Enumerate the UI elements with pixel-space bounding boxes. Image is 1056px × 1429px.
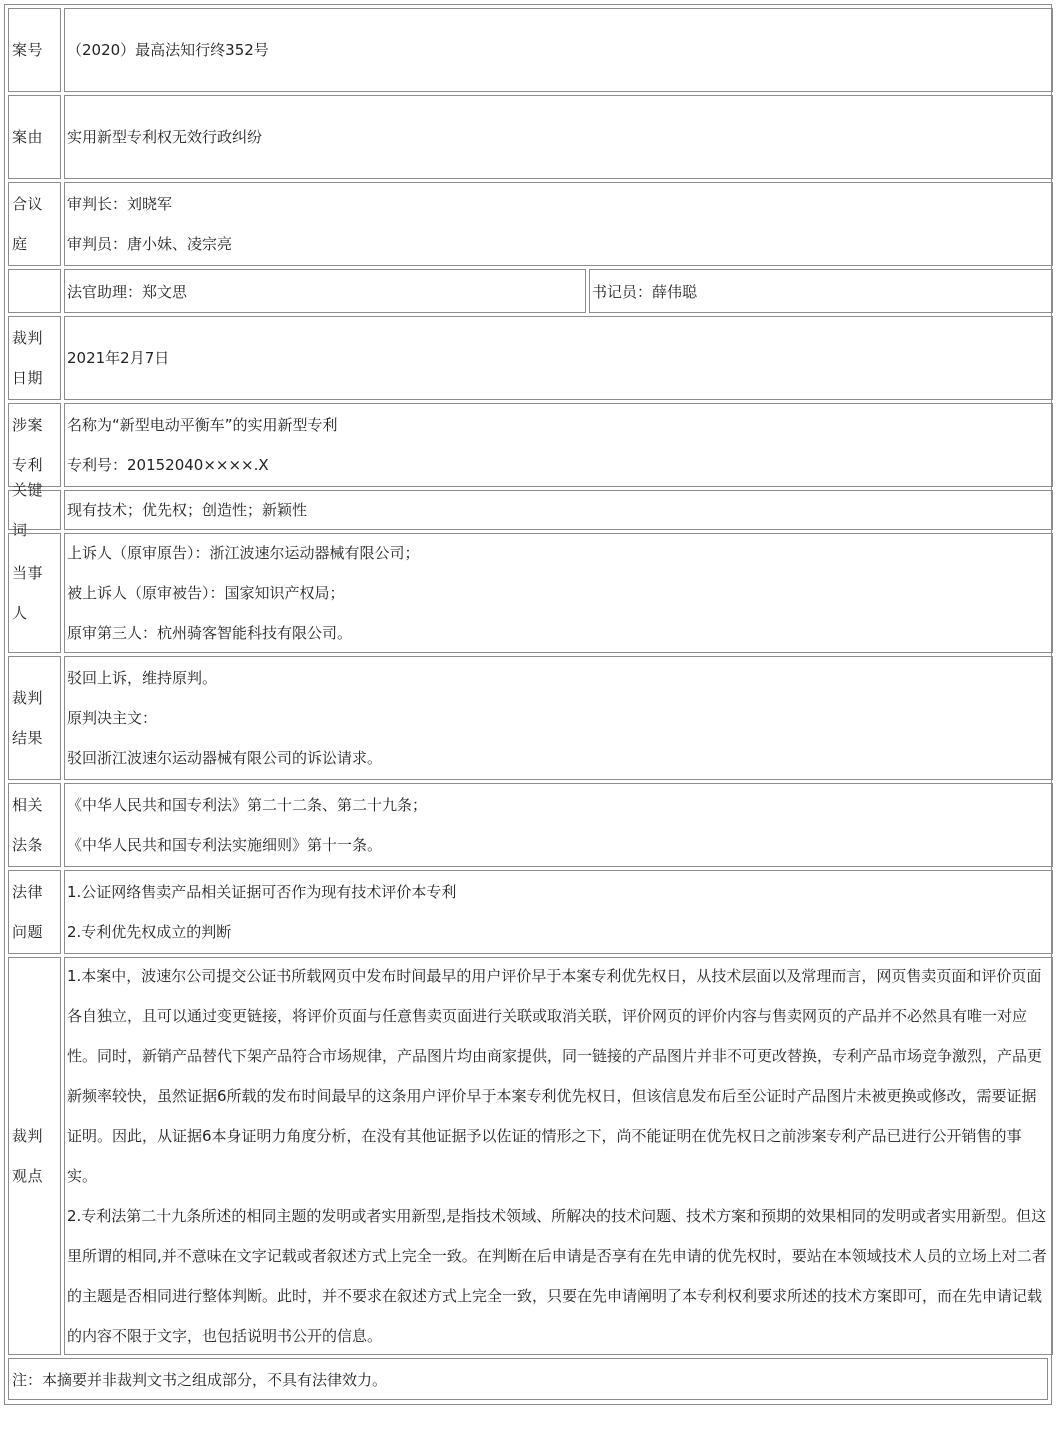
patent-value <box>64 403 1053 487</box>
parties-value <box>64 533 1053 653</box>
presiding-judge: 审判长：刘晓军 <box>67 195 173 213</box>
row-opinion <box>8 957 1053 1355</box>
case-number-value: （2020）最高法知行终352号 <box>64 8 1053 92</box>
row-cause <box>8 95 1053 179</box>
row-issues <box>8 870 1053 954</box>
disclaimer-note: 注：本摘要并非裁判文书之组成部分，不具有法律效力。 <box>8 1358 1048 1400</box>
patent-name: 名称为“新型电动平衡车”的实用新型专利 <box>67 416 338 434</box>
clerk: 书记员：薛伟聪 <box>589 269 1053 313</box>
opinion-label: 裁判观点 <box>8 957 61 1355</box>
row-panel <box>8 182 1053 266</box>
row-keywords <box>8 481 1053 539</box>
opinion-value <box>64 957 1053 1355</box>
laws-value <box>64 783 1053 867</box>
issues-label: 法律问题 <box>8 870 61 954</box>
row-case-number <box>8 8 1053 92</box>
row-patent <box>8 403 1053 487</box>
result-value <box>64 656 1053 780</box>
row-date <box>8 316 1053 400</box>
row-result <box>8 656 1053 780</box>
keywords-value: 现有技术；优先权；创造性；新颖性 <box>64 490 1053 530</box>
judge-assistant: 法官助理：郑文思 <box>64 269 586 313</box>
opinion-paragraph: 1.本案中，波速尔公司提交公证书所载网页中发布时间最早的用户评价早于本案专利优先权日，从技术层面以及常理而言，网页售卖页面和评价页面各自独立，且可以通过变更链接，将评价页面与任意售卖页面进行关联或取消关联，评价网页的评价内容与售卖网页的产品并不必然具有唯一对应性。同时，新销产品替代下架产品符合市场规律，产品图片均由商家提供，同一链接的产品图片并非不可更改替换，专利产品市场竞争激烈，产品更新频率较快，虽然证据6所载的发布时间最早的这条用户评价早于本案专利优先权日，但该信息发布后至公证时产品图片未被更换或修改，需要证据证明。因此，从证据6本身证明力角度分析，在没有其他证据予以佐证的情形之下，尚不能证明在优先权日之前涉案专利产品已进行公开销售的事实。 <box>67 967 1043 1185</box>
date-value: 2021年2月7日 <box>64 316 1053 400</box>
laws-label: 相关法条 <box>8 783 61 867</box>
date-label: 裁判日期 <box>8 316 61 400</box>
issue-line: 1.公证网络售卖产品相关证据可否作为现有技术评价本专利 <box>67 883 457 901</box>
row-assistants <box>8 269 1053 313</box>
judges: 审判员：唐小妹、凌宗亮 <box>67 235 233 253</box>
third-party: 原审第三人：杭州骑客智能科技有限公司。 <box>67 624 353 642</box>
row-note <box>8 1358 1048 1400</box>
issues-value <box>64 870 1053 954</box>
appellant: 上诉人（原审原告）：浙江波速尔运动器械有限公司； <box>67 544 420 562</box>
result-line: 原判决主文： <box>67 709 158 727</box>
case-number-label: 案号 <box>8 8 61 92</box>
result-line: 驳回浙江波速尔运动器械有限公司的诉讼请求。 <box>67 749 383 767</box>
opinion-paragraph: 2.专利法第二十九条所述的相同主题的发明或者实用新型,是指技术领域、所解决的技术问题、技术方案和预期的效果相同的发明或者实用新型。但这里所谓的相同,并不意味在文字记载或者叙述方式上完全一致。在判断在后申请是否享有在先申请的优先权时，要站在本领域技术人员的立场上对二者的主题是否相同进行整体判断。此时，并不要求在叙述方式上完全一致，只要在先申请阐明了本专利权利要求所述的技术方案即可，而在先申请记载的内容不限于文字，也包括说明书公开的信息。 <box>67 1207 1047 1345</box>
assistants-label-empty <box>8 269 61 313</box>
result-line: 驳回上诉，维持原判。 <box>67 669 218 687</box>
case-summary-table <box>4 4 1052 1405</box>
keywords-label: 关键词 <box>8 490 61 530</box>
appellee: 被上诉人（原审被告）：国家知识产权局； <box>67 584 345 602</box>
panel-label: 合议庭 <box>8 182 61 266</box>
row-laws <box>8 783 1053 867</box>
row-parties <box>8 533 1053 653</box>
law-line: 《中华人民共和国专利法实施细则》第十一条。 <box>67 836 383 854</box>
patent-number: 专利号：20152040××××.X <box>67 456 269 474</box>
cause-label: 案由 <box>8 95 61 179</box>
panel-value <box>64 182 1053 266</box>
issue-line: 2.专利优先权成立的判断 <box>67 923 232 941</box>
patent-label: 涉案专利 <box>8 403 61 487</box>
cause-value: 实用新型专利权无效行政纠纷 <box>64 95 1053 179</box>
assistants-split <box>64 269 1053 313</box>
result-label: 裁判结果 <box>8 656 61 780</box>
law-line: 《中华人民共和国专利法》第二十二条、第二十九条； <box>67 796 428 814</box>
parties-label: 当事人 <box>8 533 61 653</box>
